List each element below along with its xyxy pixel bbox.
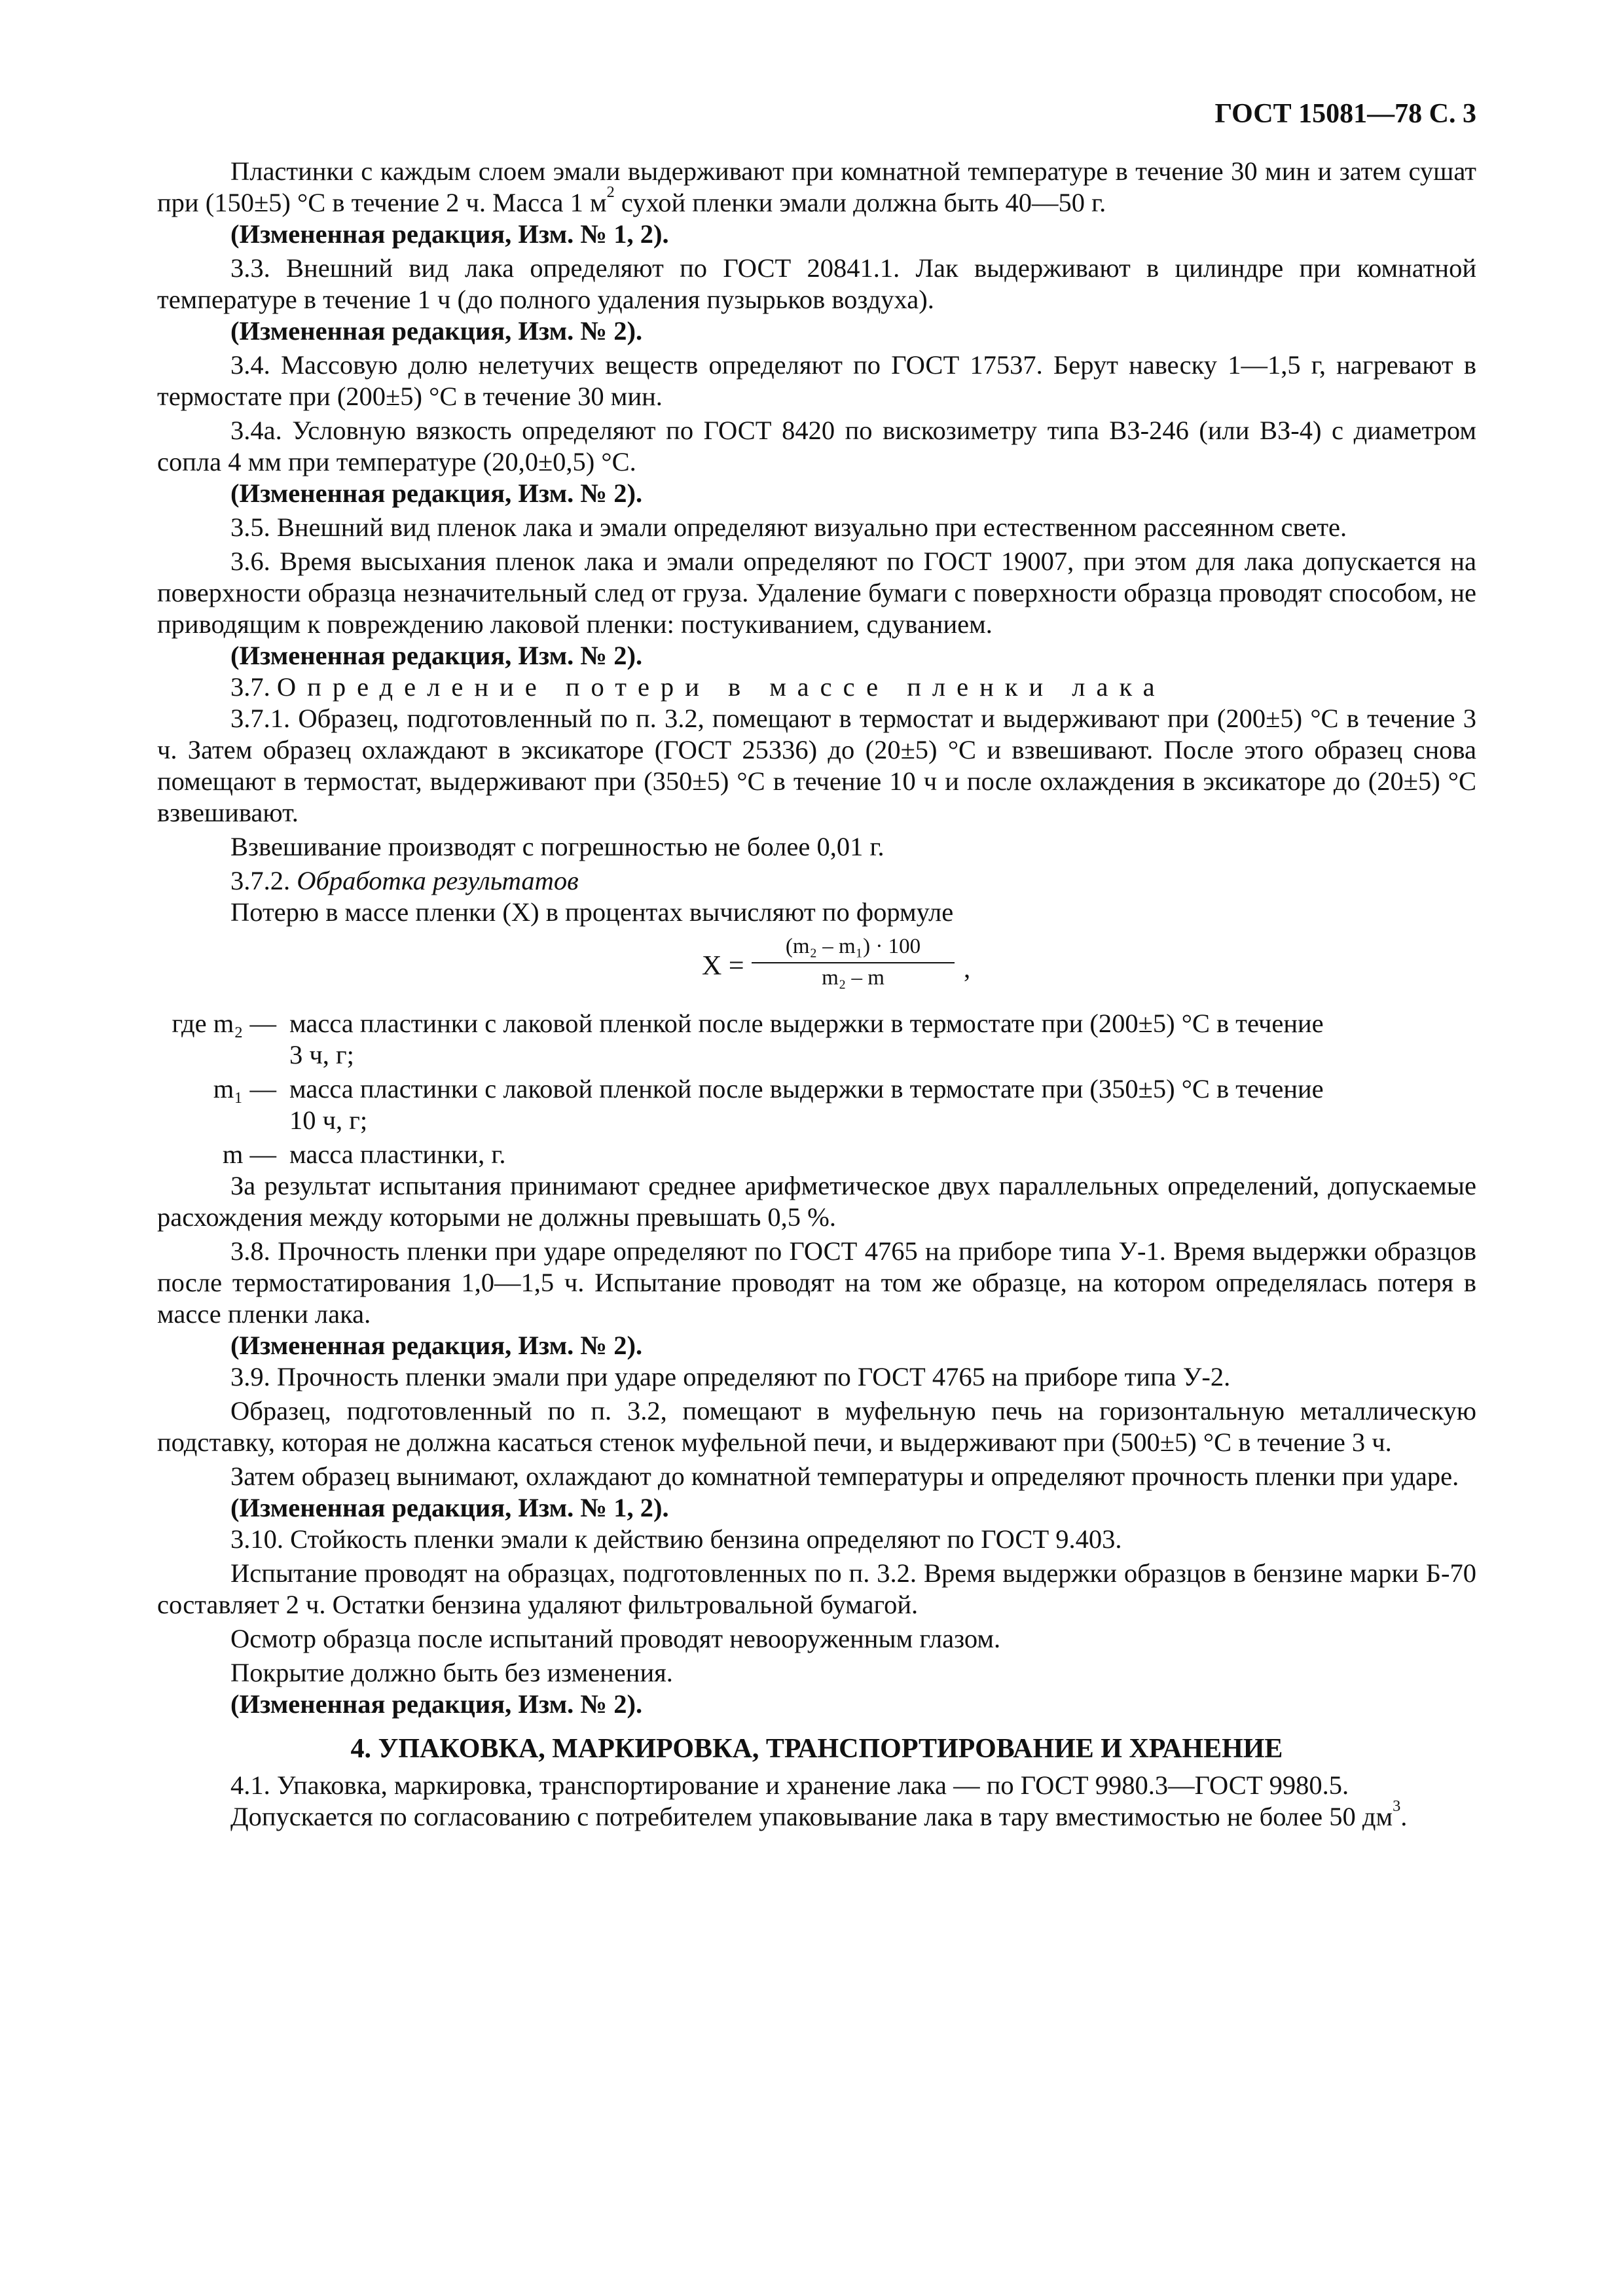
definition-text: масса пластинки, г. [289,1139,506,1169]
paragraph-3-10-b: Испытание проводят на образцах, подготовленных по п. 3.2. Время выдержки образцов в бензине марки Б-70 составляет 2 ч. Остатки бензина удаляют фильтровальной бумагой. [157,1558,1476,1619]
paragraph-3-10-c: Осмотр образца после испытаний проводят невооруженным глазом. [230,1624,1001,1653]
definition-label: m — [222,1139,276,1169]
formula-numerator: (m₂ – m₁) · 100 [752,933,955,963]
formula-comma: , [964,954,971,983]
document-page [157,98,1476,1833]
revision-note: (Измененная редакция, Изм. № 2). [230,1689,643,1719]
paragraph-4-1-b: Допускается по согласованию с потребителем упаковывание лака в тару вместимостью не более 50 $дм^3$. [230,1797,1408,1831]
paragraph-4-1: 4.1. Упаковка, маркировка, транспортирование и хранение лака — по ГОСТ 9980.3—ГОСТ 9980.5. [230,1770,1349,1800]
paragraph-3-7-1: 3.7.1. Образец, подготовленный по п. 3.2, помещают в термостат и выдерживают при (200±5) °С в течение 3 ч. Затем образец охлаждают в эксикаторе (ГОСТ 25336) до (20±5) °С и взвешивают. После этого образец снова помещают в термостат, выдерживают при (350±5) °С в течение 10 ч и после охлаждения в эксикаторе до (20±5) °С взвешивают. [157,704,1476,827]
revision-note: (Измененная редакция, Изм. № 2). [230,1331,643,1360]
paragraph-intro: Пластинки с каждым слоем эмали выдерживают при комнатной температуре в течение 30 мин и затем сушат при (150±5) °С в течение 2 ч. Масса 1 $м^2$ сухой пленки эмали должна быть 40—50 г. [157,156,1476,217]
page-header: ГОСТ 15081—78 С. 3 [1214,99,1476,129]
formula-denominator: m₂ – m [822,966,884,990]
paragraph-3-8: 3.8. Прочность пленки при ударе определяют по ГОСТ 4765 на приборе типа У-1. Время выдержки образцов после термостатирования 1,0—1,5 ч. Испытание проводят на том же образце, на котором определялась потеря в массе пленки лака. [157,1236,1476,1329]
section-3-7-title: Определение потери в массе пленки лака [276,672,1166,702]
paragraph-loss-formula-intro: Потерю в массе пленки (X) в процентах вычисляют по формуле [230,897,954,927]
formula-lhs: X = [702,951,744,981]
formula-fraction [752,933,955,991]
definition-m [157,1139,1476,1170]
paragraph-3-9-c: Затем образец вынимают, охлаждают до комнатной температуры и определяют прочность пленки при ударе. [230,1462,1459,1491]
paragraph-3-10-d: Покрытие должно быть без изменения. [230,1658,673,1687]
definition-text: масса пластинки с лаковой пленкой после выдержки в термостате при (350±5) °С в течение [289,1074,1324,1103]
definition-m2 [157,1008,1476,1071]
paragraph-weighing: Взвешивание производят с погрешностью не более 0,01 г. [230,832,884,861]
paragraph-3-6: 3.6. Время высыхания пленок лака и эмали определяют по ГОСТ 19007, при этом для лака допускается на поверхности образца незначительный след от груза. Удаление бумаги с поверхности образца проводят способом, не приводящим к повреждению лаковой пленки: постукиванием, сдуванием. [157,547,1476,639]
section-3-7-2-title: Обработка результатов [297,866,579,895]
revision-note: (Измененная редакция, Изм. № 1, 2). [230,219,669,249]
revision-note: (Измененная редакция, Изм. № 2). [230,316,643,346]
definition-label: m₁ — [213,1074,276,1103]
paragraph-3-4: 3.4. Массовую долю нелетучих веществ определяют по ГОСТ 17537. Берут навеску 1—1,5 г, нагревают в термостате при (200±5) °С в течение 30 мин. [157,350,1476,411]
revision-note: (Измененная редакция, Изм. № 1, 2). [230,1493,669,1522]
paragraph-3-5: 3.5. Внешний вид пленок лака и эмали определяют визуально при естественном рассеянном свете. [230,512,1347,542]
paragraph-result: За результат испытания принимают среднее арифметическое двух параллельных определений, допускаемые расхождения между которыми не должны превышать 0,5 %. [157,1171,1476,1232]
revision-note: (Измененная редакция, Изм. № 2). [230,478,643,508]
revision-note: (Измененная редакция, Изм. № 2). [230,641,643,670]
definition-text-cont: 10 ч, г; [289,1105,368,1135]
paragraph-3-7: 3.7. Определение потери в массе пленки лака [230,672,1166,702]
definition-m1 [157,1073,1476,1136]
loss-formula [157,933,1476,999]
definition-text-cont: 3 ч, г; [289,1040,354,1069]
paragraph-3-9-b: Образец, подготовленный по п. 3.2, помещают в муфельную печь на горизонтальную металлическую подставку, которая не должна касаться стенок муфельной печи, и выдерживают при (500±5) °С в течение 3 ч. [157,1396,1476,1457]
section-4-heading: 4. УПАКОВКА, МАРКИРОВКА, ТРАНСПОРТИРОВАНИЕ И ХРАНЕНИЕ [350,1734,1283,1764]
paragraph-3-7-2: 3.7.2. Обработка результатов [230,866,579,895]
definition-label: где m₂ — [172,1009,276,1038]
paragraph-3-10: 3.10. Стойкость пленки эмали к действию бензина определяют по ГОСТ 9.403. [230,1524,1122,1554]
definition-text: масса пластинки с лаковой пленкой после выдержки в термостате при (200±5) °С в течение [289,1009,1324,1038]
paragraph-3-3: 3.3. Внешний вид лака определяют по ГОСТ 20841.1. Лак выдерживают в цилиндре при комнатной температуре в течение 1 ч (до полного удаления пузырьков воздуха). [157,253,1476,314]
paragraph-3-9: 3.9. Прочность пленки эмали при ударе определяют по ГОСТ 4765 на приборе типа У-2. [230,1362,1231,1391]
paragraph-3-4a: 3.4а. Условную вязкость определяют по ГОСТ 8420 по вискозиметру типа ВЗ-246 (или ВЗ-4) с диаметром сопла 4 мм при температуре (20,0±0,5) °С. [157,416,1476,476]
